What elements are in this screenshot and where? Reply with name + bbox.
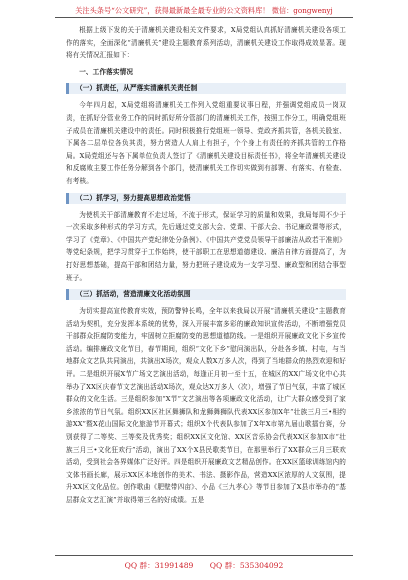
paragraph-2: 为使机关干部清廉教育不走过场，不流于形式，保证学习的质量和效果，我局每周不少于一次采取多种形式的学习方式，先后通过党支部大会、党课、干部大会、书记廉政课等形式，学习了《党章》、《中国共产党纪律处分条例》、《中国共产党党员领导干部廉洁从政若干准则》等党纪条规，把学习贯穿于工作始终，使干部职工在思想道德建设、廉洁自律方面提高了，为打好思想基础，提高干部和团结力量，努力把班子建设成为一支学习型、廉政型和团结合事型班子。 bbox=[66, 210, 346, 282]
subheading-block-2 bbox=[66, 192, 346, 205]
paragraph-3: 为切实提高宣传教育实效，预防警钟长鸣，全年以来我局以开展“清廉机关建设”主题教育活动为契机，充分发挥本系统的优势，深入开展丰富多彩的廉政知识宣传活动，不断增强党员干部群众拒腐防变能力，牢固树立拒腐防变的思想道德防线。一是组织开展廉政文化下乡宣传活动。编排廉政文化节目，春节期间，组织“文化下乡”慰问演出队，分赴各乡镇、村屯，与当地群众文艺队共同演出，共演出X场次，观众人数X万多人次，得到了当地群众的热烈欢迎和好评。二是组织开展X节广场文艺演出活动，每逢正月初一至十五，在城区的XX广场文化中心共举办了XX区庆春节文艺演出活动X场次，观众达X万多人（次），增强了节日气氛，丰富了城区群众的文化生活。三是组织参加“X节”文艺演出等各项廉政文化活动，让广大群众感受到了家乡浓浓的节日气氛。组织XX区社区舞狮队和龙狮舞狮队代表XX区参加X年“壮族三月三•相约游XX”暨X花山国际文化旅游节开幕式；组织X个代表队参加了X年X市第九届山歌擂台赛，分别获得了二等奖、三等奖及优秀奖；组织XX区文化馆、XX区音乐协会代表XX区参加X市“壮族三月三•文化狂欢行”活动，演出了XX个X县民歌类节目，在那里举行了XX群众三月三联欢活动，受到社会各界媒体广泛好评。四是组织开展廉政文艺精品创作。在XX区篮球训练馆内的文体书画长廊，展示XX区本地创作的美术、书法、摄影作品，营造XX区浓厚的人文氛围，提升XX区文化品位。创作歌曲《肥壁带四亩》、小品《三九孝心》等节目参加了X县市举办的“基层群众文艺汇演”并取得第三名的好成绩。五是 bbox=[66, 307, 346, 504]
subheading-2: （二）抓学习，努力提高思想政治觉悟 bbox=[76, 193, 191, 202]
header-banner: 关注头条号“公文研究”，获得最新最全最专业的公文资料库！ 微信：gongwenyj bbox=[75, 6, 333, 15]
header-divider bbox=[55, 17, 353, 18]
subheading-3: （三）抓活动，营造清廉文化活动氛围 bbox=[76, 290, 191, 299]
footer-qq-group-2: QQ 群：535304092 bbox=[209, 561, 284, 570]
intro-paragraph: 根据上级下发的关于清廉机关建设相关文件要求，X局党组认真抓好清廉机关建设各项工作的落实，全面深化“清廉机关”建设主题教育系列活动，清廉机关建设工作取得成效显著。现将有关情况汇报如下： bbox=[66, 26, 346, 60]
footer-qq-group-1: QQ 群：31991489 bbox=[124, 561, 194, 570]
document-body bbox=[66, 24, 346, 507]
footer-divider bbox=[55, 555, 353, 556]
subheading-block-3 bbox=[66, 288, 346, 301]
subheading-block-1 bbox=[66, 82, 346, 95]
section-heading: 一、工作落实情况 bbox=[79, 67, 134, 76]
footer bbox=[0, 560, 408, 571]
subheading-1: （一）抓责任，从严落实清廉机关责任制 bbox=[76, 84, 198, 93]
paragraph-1: 今年四月起，X局党组将清廉机关工作列入党组重要议事日程，并强调党组成员一岗双责，在抓好分管业务工作的同时抓好所分管部门的清廉机关工作，按照工作分工，明确党组班子成员在清廉机关建设中的责任。同时积极推行党组班一领导、党政齐抓共管，各机关股室、下属各二层单位各负其责，努力营造人人肩上有担子，个个身上有责任的齐抓共管的工作格局。X局党组还与各下属单位负责人签订了《清廉机关建设目标责任书》，将全年清廉机关建设和反腐败主要工作任务分解到各个部门，使清廉机关工作切实做到有部署、有落实、有检查、有考核。 bbox=[66, 101, 346, 185]
